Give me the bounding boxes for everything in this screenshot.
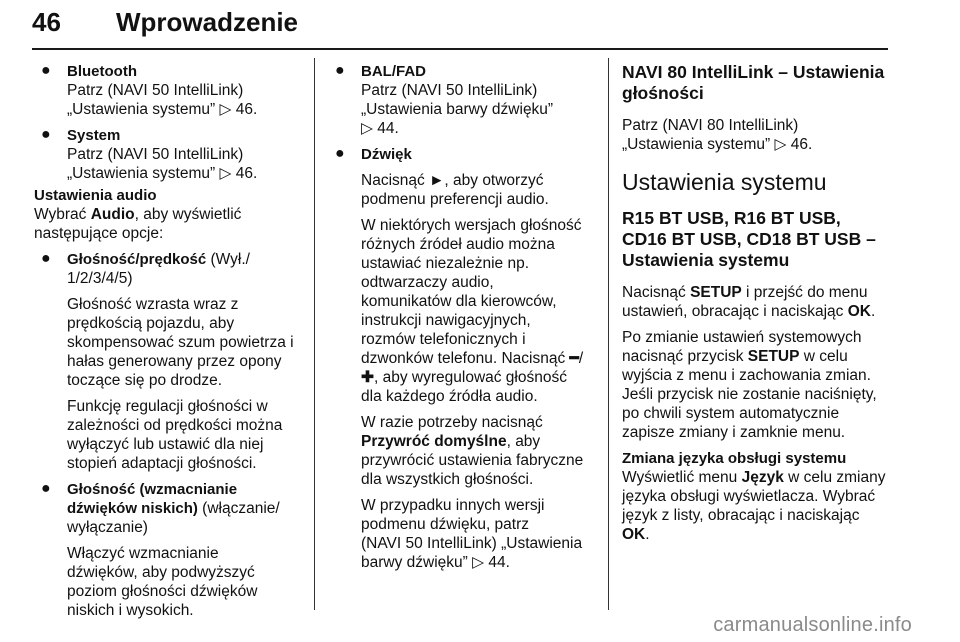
navi80-heading: NAVI 80 IntelliLink – Ustawienia głośności <box>622 62 885 103</box>
sound-para-4: W przypadku innych wersji podmenu dźwięku, patrz (NAVI 50 IntelliLink) „Ustawienia barwy dźwięku” ▷ 44. <box>361 497 583 571</box>
sound-item <box>328 145 596 572</box>
audio-settings-intro: Wybrać Audio, aby wyświetlić <box>34 206 242 223</box>
r15-para-2: Po zmianie ustawień systemowych nacisnąć przycisk SETUP w celu wyjścia z menu i zachowania zmian. Jeśli przycisk nie zostanie naciśnięty, po chwili system automatycznie zapisze zmiany i zamknie menu. <box>622 329 877 441</box>
volume-speed-item <box>34 250 300 473</box>
bullet-icon: ● <box>41 250 51 267</box>
reference-arrow-icon: ▷ <box>361 120 373 137</box>
reference-arrow-icon: ▷ <box>219 165 232 182</box>
bullet-icon: ● <box>41 62 51 79</box>
column-divider-2 <box>608 58 609 610</box>
volume-speed-title: Głośność/prędkość (Wył./ <box>67 251 250 268</box>
bass-boost-title-2: dźwięków niskich) (włączanie/ <box>67 500 280 517</box>
column-2 <box>328 62 596 572</box>
sound-title: Dźwięk <box>361 146 412 163</box>
bass-boost-title-1: Głośność (wzmacnianie <box>67 481 238 498</box>
balfad-title: BAL/FAD <box>361 63 426 80</box>
watermark-text: carmanualsonline.info <box>713 614 912 636</box>
sound-para-1: Nacisnąć ►, aby otworzyć podmenu preferencji audio. <box>361 172 549 208</box>
bullet-icon: ● <box>41 480 51 497</box>
system-title: System <box>67 127 121 144</box>
play-arrow-icon: ► <box>429 172 445 189</box>
bullet-icon: ● <box>41 126 51 143</box>
system-item <box>34 126 300 183</box>
system-line-2: „Ustawienia systemu” ▷ 46. <box>67 165 258 182</box>
page-number: 46 <box>32 7 61 37</box>
minus-icon: ━ <box>569 350 579 367</box>
language-para: Wyświetlić menu Język w celu zmiany języka obsługi wyświetlacza. Wybrać język z listy, obracając i naciskając OK. <box>622 469 886 543</box>
reference-arrow-icon: ▷ <box>774 136 787 153</box>
sound-para-3: W razie potrzeby nacisnąć Przywróć domyślne, aby przywrócić ustawienia fabryczne dla wszystkich głośności. <box>361 414 584 488</box>
navi80-text: Patrz (NAVI 80 IntelliLink) „Ustawienia systemu” ▷ 46. <box>622 117 813 153</box>
balfad-line-1: Patrz (NAVI 50 IntelliLink) <box>361 82 538 99</box>
bass-boost-para: Włączyć wzmacnianie dźwięków, aby podwyższyć poziom głośności dźwięków niskich i wysokich. <box>67 545 258 619</box>
bass-boost-title-3: wyłączanie) <box>67 519 148 536</box>
bluetooth-item <box>34 62 300 119</box>
balfad-line-3: ▷ 44. <box>361 120 399 137</box>
bass-boost-item <box>34 480 300 620</box>
volume-speed-para-2: Funkcję regulacji głośności w zależności od prędkości można wyłączyć lub ustawić dla niej stopień adaptacji głośności. <box>67 398 283 472</box>
sound-para-2: W niektórych wersjach głośność różnych źródeł audio można ustawiać niezależnie np. odtwarzaczy audio, komunikatów dla kierowców, instrukcji nawigacyjnych, rozmów telefonicznych i dzwonków telefonu. Nacisnąć ━/ ✚, aby wyregulować głośność dla każdego źródła audio. <box>361 217 584 405</box>
r15-heading: R15 BT USB, R16 BT USB, CD16 BT USB, CD18 BT USB – Ustawienia systemu <box>622 208 876 270</box>
plus-icon: ✚ <box>361 369 374 386</box>
restore-defaults-label: Przywróć domyślne <box>361 433 507 450</box>
audio-settings-heading: Ustawienia audio <box>34 187 157 204</box>
bullet-icon: ● <box>335 145 345 162</box>
header-rule <box>32 48 888 50</box>
reference-arrow-icon: ▷ <box>219 101 232 118</box>
page-title: Wprowadzenie <box>116 7 299 37</box>
balfad-item <box>328 62 596 138</box>
system-line-1: Patrz (NAVI 50 IntelliLink) <box>67 146 244 163</box>
language-heading: Zmiana języka obsługi systemu <box>622 450 847 467</box>
column-1 <box>34 62 300 620</box>
bullet-icon: ● <box>335 62 345 79</box>
system-settings-title: Ustawienia systemu <box>622 169 827 195</box>
column-divider-1 <box>314 58 315 610</box>
r15-para-1: Nacisnąć SETUP i przejść do menu ustawień, obracając i naciskając OK. <box>622 284 876 320</box>
volume-speed-title-2: 1/2/3/4/5) <box>67 270 133 287</box>
bluetooth-line-1: Patrz (NAVI 50 IntelliLink) <box>67 82 244 99</box>
audio-settings-intro-2: następujące opcje: <box>34 225 164 242</box>
balfad-line-2: „Ustawienia barwy dźwięku” <box>361 101 554 118</box>
volume-speed-para-1: Głośność wzrasta wraz z prędkością pojazdu, aby skompensować szum powietrza i hałas generowany przez opony toczące się po drodze. <box>67 296 294 389</box>
column-3 <box>622 62 892 544</box>
bluetooth-line-2: „Ustawienia systemu” ▷ 46. <box>67 101 258 118</box>
bluetooth-title: Bluetooth <box>67 63 137 80</box>
reference-arrow-icon: ▷ <box>472 554 485 571</box>
